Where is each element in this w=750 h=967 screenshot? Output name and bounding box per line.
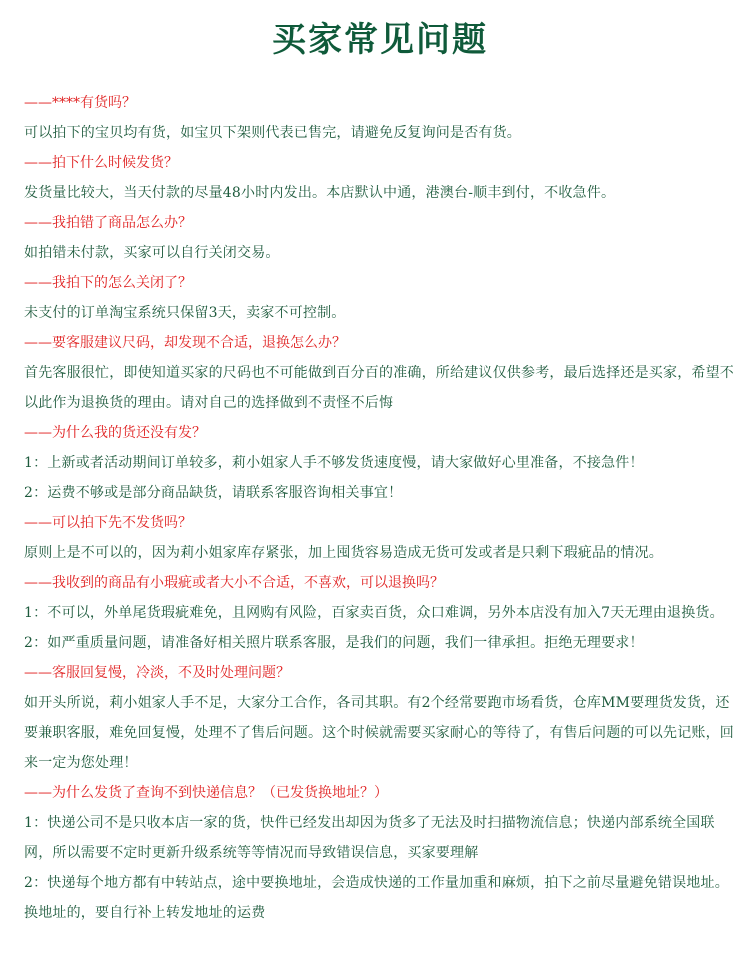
faq-answer: 可以拍下的宝贝均有货，如宝贝下架则代表已售完，请避免反复询问是否有货。 (24, 125, 521, 141)
faq-question: ——客服回复慢，冷淡，不及时处理问题？ (24, 665, 290, 681)
faq-answer: 1：不可以，外单尾货瑕疵难免，且网购有风险，百家卖百货，众口难调，另外本店没有加入7天无理由退换货。 (24, 605, 724, 621)
faq-answer: 2：如严重质量问题，请准备好相关照片联系客服，是我们的问题，我们一律承担。拒绝无理要求！ (24, 635, 644, 651)
faq-question: ——****有货吗？ (24, 95, 136, 111)
faq-answer: 1：快递公司不是只收本店一家的货，快件已经发出却因为货多了无法及时扫描物流信息；快递内部系统全国联网，所以需要不定时更新升级系统等等情况而导致错误信息，买家要理解 (24, 815, 715, 861)
faq-answer: 发货量比较大，当天付款的尽量48小时内发出。本店默认中通，港澳台-顺丰到付，不收急件。 (24, 185, 616, 201)
faq-question: ——要客服建议尺码，却发现不合适，退换怎么办？ (24, 335, 346, 351)
faq-answer: 原则上是不可以的，因为莉小姐家库存紧张，加上囤货容易造成无货可发或者是只剩下瑕疵品的情况。 (24, 545, 663, 561)
faq-answer: 2：快递每个地方都有中转站点，途中要换地址，会造成快递的工作量加重和麻烦，拍下之前尽量避免错误地址。换地址的，要自行补上转发地址的运费 (24, 875, 729, 921)
faq-answer: 首先客服很忙，即使知道买家的尺码也不可能做到百分百的准确，所给建议仅供参考，最后选择还是买家，希望不以此作为退换货的理由。请对自己的选择做到不责怪不后悔 (24, 365, 734, 411)
faq-question: ——我拍错了商品怎么办？ (24, 215, 192, 231)
faq-answer: 如拍错未付款，买家可以自行关闭交易。 (24, 245, 280, 261)
faq-answer: 未支付的订单淘宝系统只保留3天，卖家不可控制。 (24, 305, 346, 321)
page-title: 买家常见问题 (272, 20, 488, 60)
faq-answer: 2：运费不够或是部分商品缺货，请联系客服咨询相关事宜！ (24, 485, 403, 501)
faq-question: ——为什么我的货还没有发？ (24, 425, 206, 441)
faq-list (24, 88, 736, 928)
faq-question: ——可以拍下先不发货吗？ (24, 515, 192, 531)
faq-answer: 如开头所说，莉小姐家人手不足，大家分工合作，各司其职。有2个经常要跑市场看货，仓库MM要理货发货，还要兼职客服，难免回复慢，处理不了售后问题。这个时候就需要买家耐心的等待了，有售后问题的可以先记账，回来一定为您处理！ (24, 695, 734, 771)
faq-question: ——拍下什么时候发货？ (24, 155, 178, 171)
faq-answer: 1：上新或者活动期间订单较多，莉小姐家人手不够发货速度慢，请大家做好心里准备，不接急件！ (24, 455, 644, 471)
faq-question: ——我拍下的怎么关闭了？ (24, 275, 192, 291)
faq-question: ——我收到的商品有小瑕疵或者大小不合适，不喜欢，可以退换吗？ (24, 575, 444, 591)
faq-question: ——为什么发货了查询不到快递信息？（已发货换地址？） (24, 785, 388, 801)
